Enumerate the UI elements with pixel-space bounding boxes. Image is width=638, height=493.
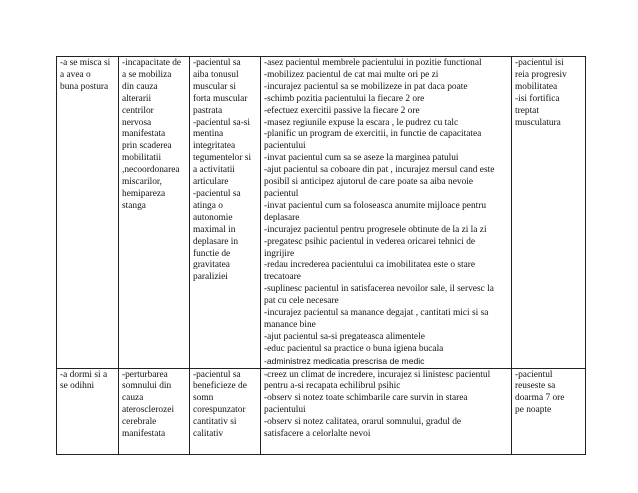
text-line: gravitatea bbox=[193, 260, 230, 271]
text-line: nervosa bbox=[122, 117, 152, 128]
text-line: beneficieze de bbox=[193, 381, 247, 392]
text-line: -schimb pozitia pacientului la fiecare 2 ore bbox=[264, 93, 425, 104]
text-line: pentru a-si recapata echilibrul psihic bbox=[264, 381, 401, 392]
text-line: alterarii bbox=[122, 93, 152, 104]
text-line: miscarilor, bbox=[122, 177, 162, 188]
objective-cell bbox=[190, 368, 261, 454]
text-line: -pacientul sa bbox=[193, 369, 241, 380]
text-line: pe noapte bbox=[515, 405, 552, 416]
text-line: aiba tonusul bbox=[193, 69, 239, 80]
text-line: cerebrale bbox=[122, 417, 157, 428]
text-line: -a se misca si bbox=[60, 58, 111, 68]
text-line: -efectuez exercitii passive la fiecare 2 ore bbox=[264, 105, 420, 116]
text-line: posibil si anticipez ajutorul de care poate sa aiba nevoie bbox=[264, 177, 474, 188]
text-line: stanga bbox=[122, 200, 146, 211]
text-line: functie de bbox=[193, 248, 231, 259]
text-line: -incurajez pacientul sa manance degajat , cantitati mici si sa bbox=[264, 308, 489, 319]
text-line: integritatea bbox=[193, 141, 236, 152]
objective-cell bbox=[190, 57, 261, 369]
text-line: -a dormi si a bbox=[60, 369, 108, 380]
text-line: atinga o bbox=[193, 200, 223, 211]
text-line: -perturbarea bbox=[122, 369, 168, 380]
text-line: a se mobiliza bbox=[122, 69, 172, 80]
text-line: somnului din bbox=[122, 381, 172, 392]
text-line: -planific un program de exercitii, in functie de capacitatea bbox=[264, 129, 482, 140]
text-line: calitativ bbox=[193, 429, 224, 440]
table-row bbox=[57, 57, 586, 369]
text-line: -educ pacientul sa practice o buna igiena bucala bbox=[264, 343, 444, 354]
text-line: aterosclerozei bbox=[122, 405, 175, 416]
text-line: -asez pacientul membrele pacientului in pozitie functional bbox=[264, 58, 482, 68]
need-cell bbox=[57, 368, 119, 454]
text-line: pastrata bbox=[193, 105, 223, 116]
text-line: -redau increderea pacientului ca imobilitatea este o stare bbox=[264, 260, 476, 271]
text-line: mobilitatii bbox=[122, 153, 162, 164]
text-line: deplasare in bbox=[193, 236, 239, 247]
text-line: -pacientul sa-si bbox=[193, 117, 251, 128]
text-line: hemipareza bbox=[122, 188, 166, 199]
text-line: centrilor bbox=[122, 105, 154, 116]
text-line: -pregatesc psihic pacientul in vederea oricarei tehnici de bbox=[264, 236, 476, 247]
text-line: deplasare bbox=[264, 212, 300, 223]
text-line: mobilitatea bbox=[515, 81, 558, 92]
text-line: -mobilizez pacientul de cat mai multe ori pe zi bbox=[264, 69, 439, 80]
text-line: -pacientul isi bbox=[515, 58, 564, 68]
text-line: treptat bbox=[515, 105, 539, 116]
text-line: a avea o bbox=[60, 69, 91, 80]
text-line: manifestata bbox=[122, 129, 166, 140]
text-line: reia progresiv bbox=[515, 69, 567, 80]
text-line: manance bine bbox=[264, 319, 316, 330]
text-line: forta muscular bbox=[193, 93, 248, 104]
text-line: -pacientul bbox=[515, 369, 553, 380]
text-line: corespunzator bbox=[193, 405, 246, 416]
text-line: -masez regiunile expuse la escara , le pudrez cu talc bbox=[264, 117, 459, 128]
text-line: din cauza bbox=[122, 81, 158, 92]
text-line: -observ si notez toate schimbarile care survin in starea bbox=[264, 393, 468, 404]
text-line: -observ si notez calitatea, orarul somnului, gradul de bbox=[264, 417, 462, 428]
text-line: -incurajez pacientul sa se mobilizeze in pat daca poate bbox=[264, 81, 468, 92]
text-line: paraliziei bbox=[193, 272, 228, 283]
text-line: -ajut pacientul sa coboare din pat , incurajez mersul cand este bbox=[264, 165, 495, 176]
text-line: -creez un climat de incredere, incurajez si linistesc pacientul bbox=[264, 369, 491, 380]
interventions-cell bbox=[261, 368, 512, 454]
text-line: somn bbox=[193, 393, 214, 404]
text-line: muscular si bbox=[193, 81, 236, 92]
text-line: doarma 7 ore bbox=[515, 393, 565, 404]
interventions-cell bbox=[261, 57, 512, 369]
text-line: pacientului bbox=[264, 405, 306, 416]
text-line: -isi fortifica bbox=[515, 93, 560, 104]
text-line: maximal in bbox=[193, 224, 236, 235]
text-line: -incurajez pacientul pentru progresele obtinute de la zi la zi bbox=[264, 224, 487, 235]
text-line: musculatura bbox=[515, 117, 561, 128]
text-line: se odihni bbox=[60, 381, 95, 392]
text-line: -pacientul sa bbox=[193, 58, 241, 68]
text-line: pat cu cele necesare bbox=[264, 296, 339, 307]
text-line: -suplinesc pacientul in satisfacerea nevoilor sale, il servesc la bbox=[264, 284, 494, 295]
text-line: reuseste sa bbox=[515, 381, 556, 392]
text-line: -incapacitate de bbox=[122, 58, 182, 68]
text-line: manifestata bbox=[122, 429, 166, 440]
evaluation-cell bbox=[512, 368, 586, 454]
need-cell bbox=[57, 57, 119, 369]
text-line: ingrijire bbox=[264, 248, 295, 259]
text-line: satisfacere a celorlalte nevoi bbox=[264, 429, 371, 440]
evaluation-cell bbox=[512, 57, 586, 369]
table-row bbox=[57, 368, 586, 454]
text-line: cauza bbox=[122, 393, 144, 404]
text-line: a activitatii bbox=[193, 165, 235, 176]
text-line: -pacientul sa bbox=[193, 188, 241, 199]
text-line: ,necoordonarea bbox=[122, 165, 180, 176]
text-line: autonomie bbox=[193, 212, 233, 223]
problem-cell bbox=[119, 57, 190, 369]
text-line: -administrez medicatia prescrisa de medic bbox=[264, 355, 425, 366]
text-line: pacientul bbox=[264, 188, 299, 199]
text-line: -ajut pacientul sa-si pregateasca alimentele bbox=[264, 331, 425, 342]
text-line: -invat pacientul cum sa se aseze la marginea patului bbox=[264, 153, 459, 164]
problem-cell bbox=[119, 368, 190, 454]
text-line: tegumentelor si bbox=[193, 153, 252, 164]
text-line: buna postura bbox=[60, 81, 109, 92]
text-line: articulare bbox=[193, 177, 229, 188]
text-line: cantitativ si bbox=[193, 417, 237, 428]
text-line: trecatoare bbox=[264, 272, 301, 283]
text-line: prin scaderea bbox=[122, 141, 172, 152]
text-line: mentina bbox=[193, 129, 224, 140]
text-line: pacientului bbox=[264, 141, 306, 152]
care-plan-table bbox=[56, 56, 586, 455]
text-line: -invat pacientul cum sa foloseasca anumite mijloace pentru bbox=[264, 200, 487, 211]
